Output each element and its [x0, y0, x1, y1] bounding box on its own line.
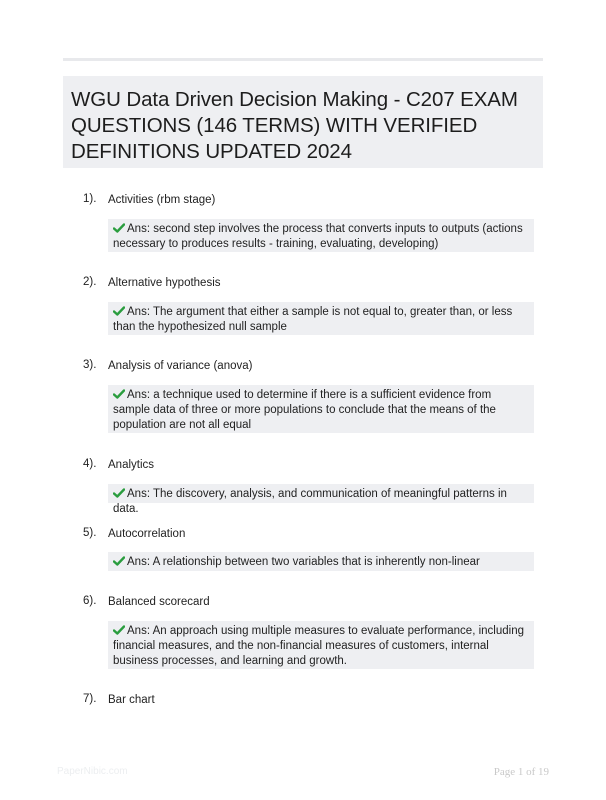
top-divider: [63, 58, 543, 61]
question-number: 1).: [83, 193, 97, 205]
answer-text: Ans: A relationship between two variables that is inherently non-linear: [127, 556, 480, 568]
answer-box: [108, 385, 534, 433]
question-number: 3).: [83, 359, 97, 371]
checkmark-icon: [113, 389, 125, 399]
checkmark-icon: [113, 306, 125, 316]
answer-text: Ans: The discovery, analysis, and communication of meaningful patterns in data.: [113, 488, 507, 515]
question-term: Analytics: [108, 459, 155, 471]
answer-box: [108, 219, 534, 252]
question-number: 2).: [83, 276, 97, 288]
question-number: 6).: [83, 595, 97, 607]
answer-text: Ans: The argument that either a sample is not equal to, greater than, or less than the hypothesized null sample: [113, 306, 513, 333]
checkmark-icon: [113, 625, 125, 635]
answer-text: Ans: second step involves the process that converts inputs to outputs (actions necessary to produces results - training, evaluating, developing): [113, 223, 523, 250]
checkmark-icon: [113, 223, 125, 233]
answer-box: [108, 484, 534, 515]
page-indicator: Page 1 of 19: [493, 766, 549, 778]
question-term: Autocorrelation: [108, 528, 186, 540]
question-term: Analysis of variance (anova): [108, 360, 253, 372]
footer-watermark: PaperNibic.com: [57, 766, 128, 777]
answer-box: [108, 621, 534, 669]
question-term: Bar chart: [108, 694, 155, 706]
page-title: WGU Data Driven Decision Making - C207 EXAM QUESTIONS (146 TERMS) WITH VERIFIED DEFINITIONS UPDATED 2024: [71, 88, 518, 163]
answer-box: [108, 302, 534, 335]
answer-box: [108, 552, 534, 571]
question-number: 4).: [83, 458, 97, 470]
question-term: Alternative hypothesis: [108, 277, 221, 289]
question-number: 5).: [83, 527, 97, 539]
answer-text: Ans: a technique used to determine if there is a sufficient evidence from sample data of three or more populations to conclude that the means of the population are not all equal: [113, 389, 496, 431]
question-number: 7).: [83, 693, 97, 705]
checkmark-icon: [113, 556, 125, 566]
checkmark-icon: [113, 488, 125, 498]
answer-text: Ans: An approach using multiple measures to evaluate performance, including financial measures, and the non-financial measures of customers, internal business processes, and learning and growth.: [113, 625, 524, 667]
question-term: Activities (rbm stage): [108, 194, 216, 206]
question-term: Balanced scorecard: [108, 596, 210, 608]
title-banner: [63, 76, 543, 168]
